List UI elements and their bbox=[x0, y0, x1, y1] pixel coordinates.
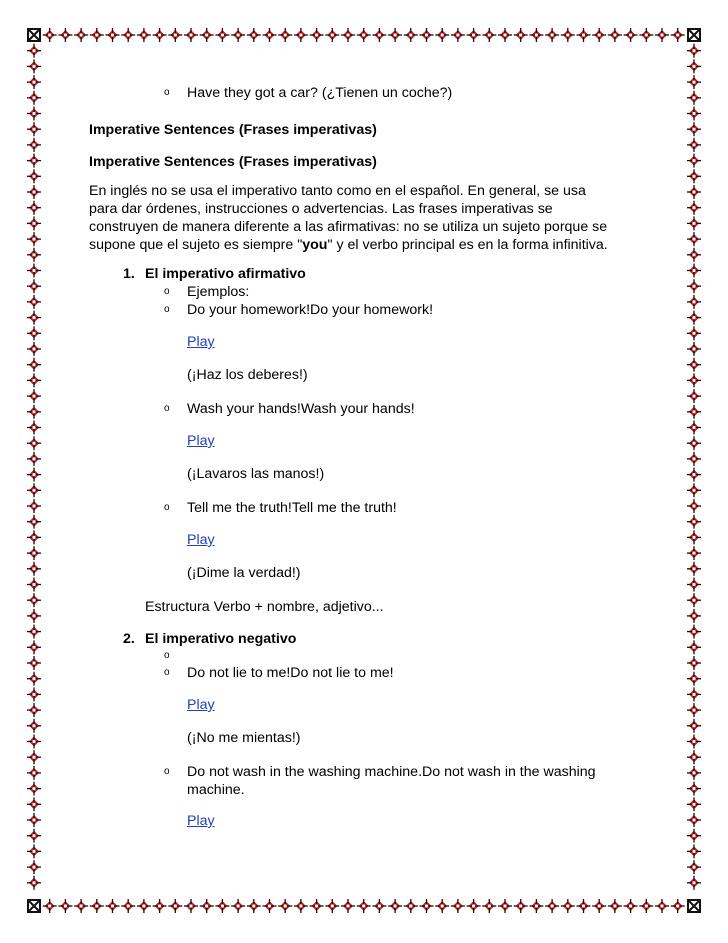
play-link[interactable]: Play bbox=[187, 433, 215, 449]
example-sentence: Do not wash in the washing machine.Do not wash in the washing bbox=[187, 764, 596, 780]
bullet-marker: o bbox=[164, 304, 170, 315]
example-translation: (¡No me mientas!) bbox=[187, 730, 301, 746]
example-translation: (¡Lavaros las manos!) bbox=[187, 466, 325, 482]
paragraph-text: supone que el sujeto es siempre " bbox=[89, 237, 303, 253]
play-link[interactable]: Play bbox=[187, 697, 215, 713]
bullet-marker: o bbox=[164, 403, 170, 414]
example-sentence: Tell me the truth!Tell me the truth! bbox=[187, 500, 397, 516]
example-translation: (¡Haz los deberes!) bbox=[187, 367, 308, 383]
bullet-marker-empty: o bbox=[164, 650, 170, 661]
examples-label: Ejemplos: bbox=[187, 284, 250, 300]
heading-imperative-2: Imperative Sentences (Frases imperativas) bbox=[89, 154, 377, 170]
paragraph-text: " y el verbo principal es en la forma infinitiva. bbox=[327, 237, 608, 253]
paragraph-line: para dar órdenes, instrucciones o advertencias. Las frases imperativas se bbox=[89, 201, 553, 217]
example-sentence: Do not lie to me!Do not lie to me! bbox=[187, 665, 394, 681]
bullet-marker: o bbox=[164, 87, 170, 98]
section2-title: El imperativo negativo bbox=[145, 631, 297, 647]
structure-note: Estructura Verbo + nombre, adjetivo... bbox=[145, 599, 384, 615]
paragraph-bold-you: you bbox=[302, 237, 328, 253]
bullet-marker: o bbox=[164, 286, 170, 297]
example-sentence-continued: machine. bbox=[187, 782, 245, 798]
example-sentence: Wash your hands!Wash your hands! bbox=[187, 401, 415, 417]
paragraph-line: En inglés no se usa el imperativo tanto como en el español. En general, se usa bbox=[89, 183, 586, 199]
example-sentence: Do your homework!Do your homework! bbox=[187, 302, 434, 318]
play-link[interactable]: Play bbox=[187, 813, 215, 829]
paragraph-line bbox=[89, 236, 608, 254]
example-translation: (¡Dime la verdad!) bbox=[187, 565, 301, 581]
bullet-marker: o bbox=[164, 766, 170, 777]
heading-imperative-1: Imperative Sentences (Frases imperativas) bbox=[89, 122, 377, 138]
intro-bullet-text: Have they got a car? (¿Tienen un coche?) bbox=[187, 85, 453, 101]
bullet-marker: o bbox=[164, 502, 170, 513]
section1-number: 1. bbox=[123, 266, 135, 282]
play-link[interactable]: Play bbox=[187, 334, 215, 350]
section1-title: El imperativo afirmativo bbox=[145, 266, 306, 282]
section2-number: 2. bbox=[123, 631, 135, 647]
paragraph-line: construyen de manera diferente a las afirmativas: no se utiliza un sujeto porque se bbox=[89, 219, 608, 235]
bullet-marker: o bbox=[164, 667, 170, 678]
play-link[interactable]: Play bbox=[187, 532, 215, 548]
